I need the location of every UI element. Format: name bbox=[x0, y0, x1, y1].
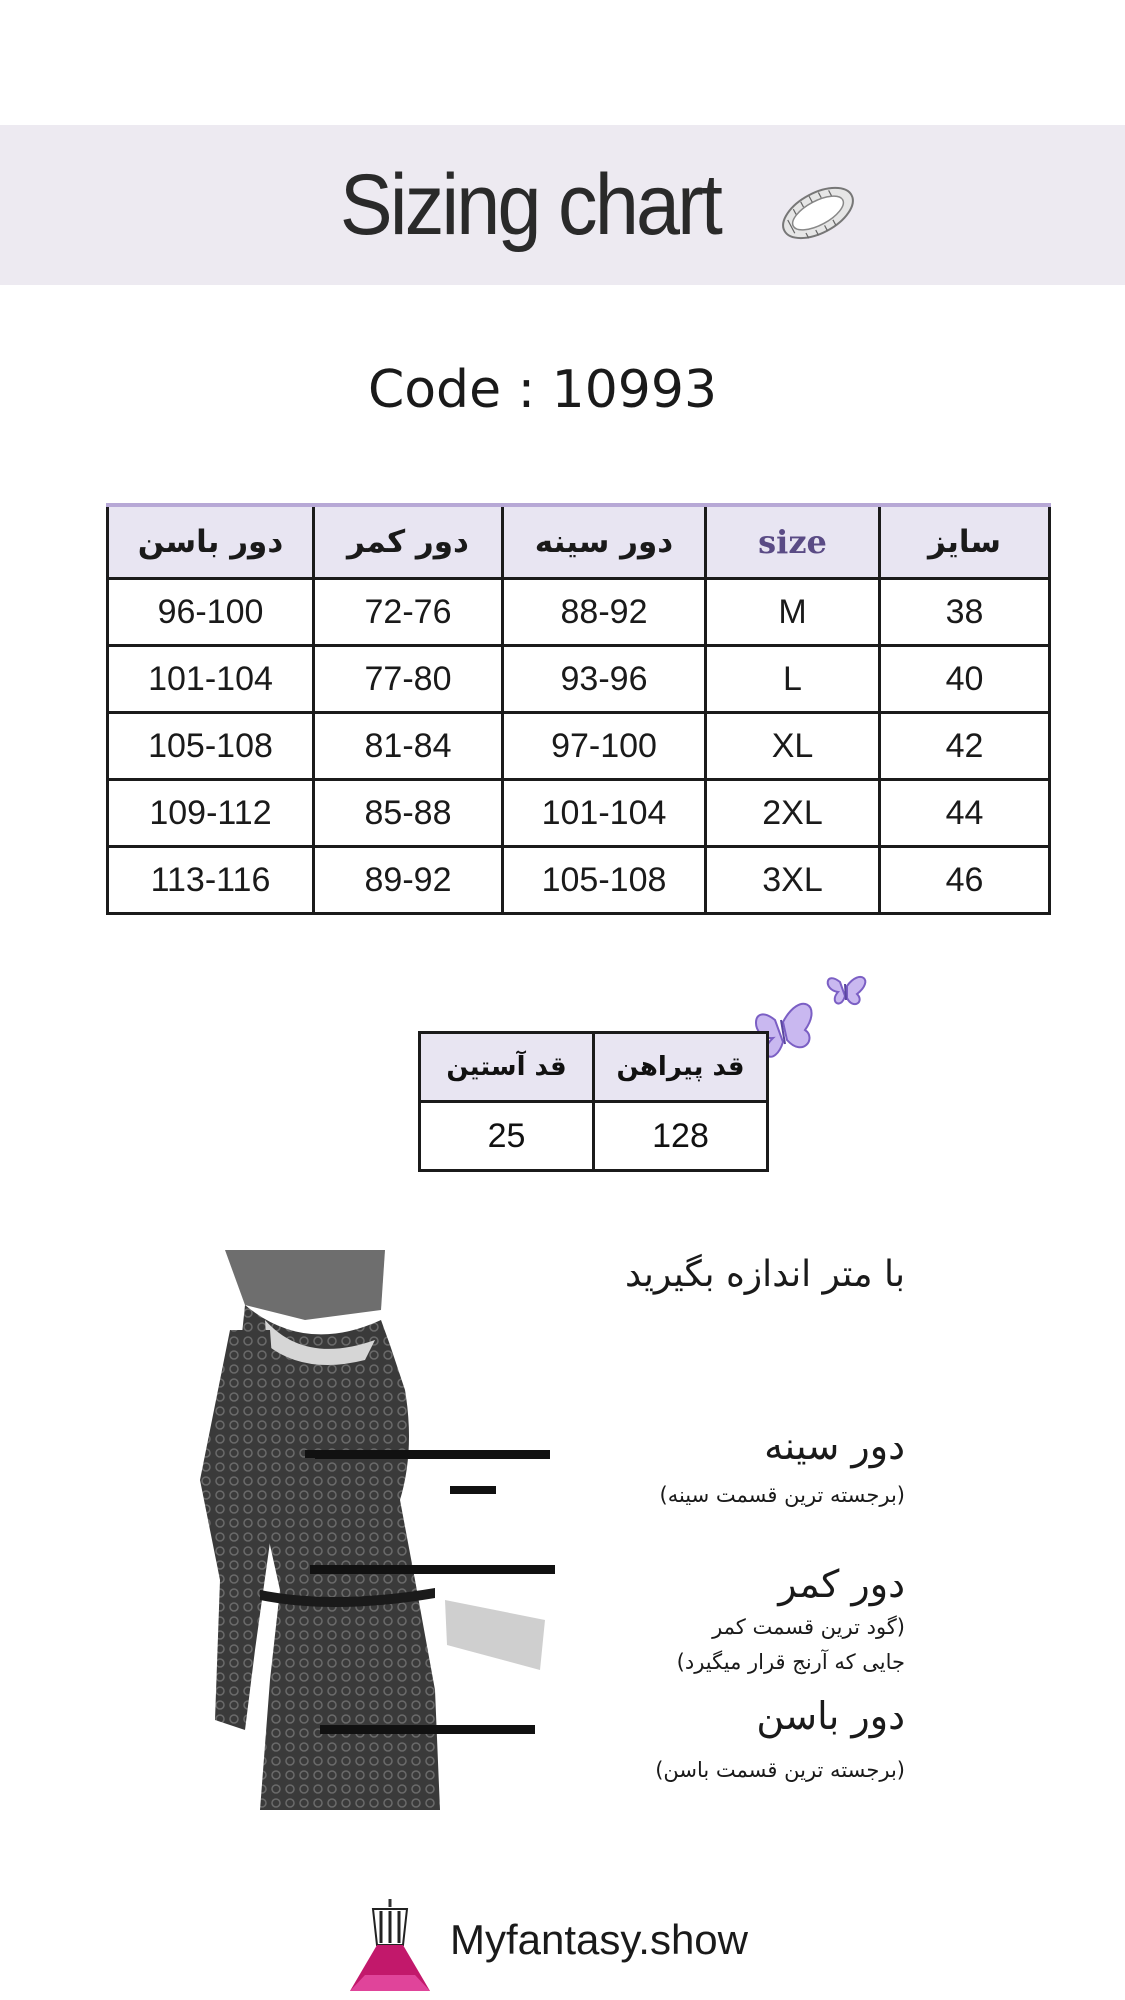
cell-size-letter: L bbox=[706, 646, 880, 713]
cell-waist: 85-88 bbox=[314, 780, 503, 847]
model-figure-image bbox=[185, 1250, 575, 1810]
cell-size-number: 42 bbox=[880, 713, 1050, 780]
cell-bust: 88-92 bbox=[503, 579, 706, 646]
cell-size-number: 40 bbox=[880, 646, 1050, 713]
waist-label: دور کمر bbox=[778, 1562, 905, 1606]
table-header-row bbox=[108, 505, 1050, 579]
table-row bbox=[420, 1102, 768, 1171]
hip-label: دور باسن bbox=[756, 1694, 905, 1738]
cell-size-number: 44 bbox=[880, 780, 1050, 847]
cell-waist: 77-80 bbox=[314, 646, 503, 713]
size-table bbox=[106, 503, 1051, 915]
brand-name: Myfantasy.show bbox=[450, 1916, 748, 1963]
cell-sleeve-length: 25 bbox=[420, 1102, 594, 1171]
cell-hip: 109-112 bbox=[108, 780, 314, 847]
header-waist: دور کمر bbox=[314, 505, 503, 579]
length-table bbox=[418, 1031, 769, 1172]
page-title: Sizing chart bbox=[339, 157, 721, 253]
table-row bbox=[108, 847, 1050, 914]
cell-bust: 105-108 bbox=[503, 847, 706, 914]
header-size-number: سایز bbox=[880, 505, 1050, 579]
cell-size-letter: 2XL bbox=[706, 780, 880, 847]
measure-guide-title: با متر اندازه بگیرید bbox=[624, 1254, 905, 1295]
cell-size-letter: 3XL bbox=[706, 847, 880, 914]
table-row bbox=[108, 780, 1050, 847]
table-row bbox=[108, 579, 1050, 646]
cell-bust: 93-96 bbox=[503, 646, 706, 713]
product-code: Code : 10993 bbox=[367, 360, 718, 420]
header-size-letter: size bbox=[706, 505, 880, 579]
cell-size-number: 46 bbox=[880, 847, 1050, 914]
cell-hip: 101-104 bbox=[108, 646, 314, 713]
cell-bust: 101-104 bbox=[503, 780, 706, 847]
header-dress-length: قد پیراهن bbox=[594, 1033, 768, 1102]
cell-size-letter: M bbox=[706, 579, 880, 646]
cell-waist: 89-92 bbox=[314, 847, 503, 914]
cell-hip: 113-116 bbox=[108, 847, 314, 914]
cell-size-number: 38 bbox=[880, 579, 1050, 646]
table-row bbox=[108, 713, 1050, 780]
measuring-tape-icon bbox=[768, 168, 868, 258]
dress-logo-icon bbox=[345, 1895, 435, 1995]
cell-bust: 97-100 bbox=[503, 713, 706, 780]
cell-waist: 72-76 bbox=[314, 579, 503, 646]
cell-hip: 105-108 bbox=[108, 713, 314, 780]
waist-note-line2: جایی که آرنج قرار میگیرد) bbox=[676, 1650, 905, 1674]
cell-size-letter: XL bbox=[706, 713, 880, 780]
header-sleeve-length: قد آستین bbox=[420, 1033, 594, 1102]
cell-dress-length: 128 bbox=[594, 1102, 768, 1171]
length-header-row bbox=[420, 1033, 768, 1102]
cell-waist: 81-84 bbox=[314, 713, 503, 780]
bust-label: دور سینه bbox=[764, 1424, 905, 1468]
hip-note: (برجسته ترین قسمت باسن) bbox=[655, 1758, 905, 1782]
bust-note: (برجسته ترین قسمت سینه) bbox=[659, 1483, 905, 1507]
header-bust: دور سینه bbox=[503, 505, 706, 579]
header-hip: دور باسن bbox=[108, 505, 314, 579]
cell-hip: 96-100 bbox=[108, 579, 314, 646]
waist-note-line1: (گود ترین قسمت کمر bbox=[712, 1615, 905, 1639]
table-row bbox=[108, 646, 1050, 713]
